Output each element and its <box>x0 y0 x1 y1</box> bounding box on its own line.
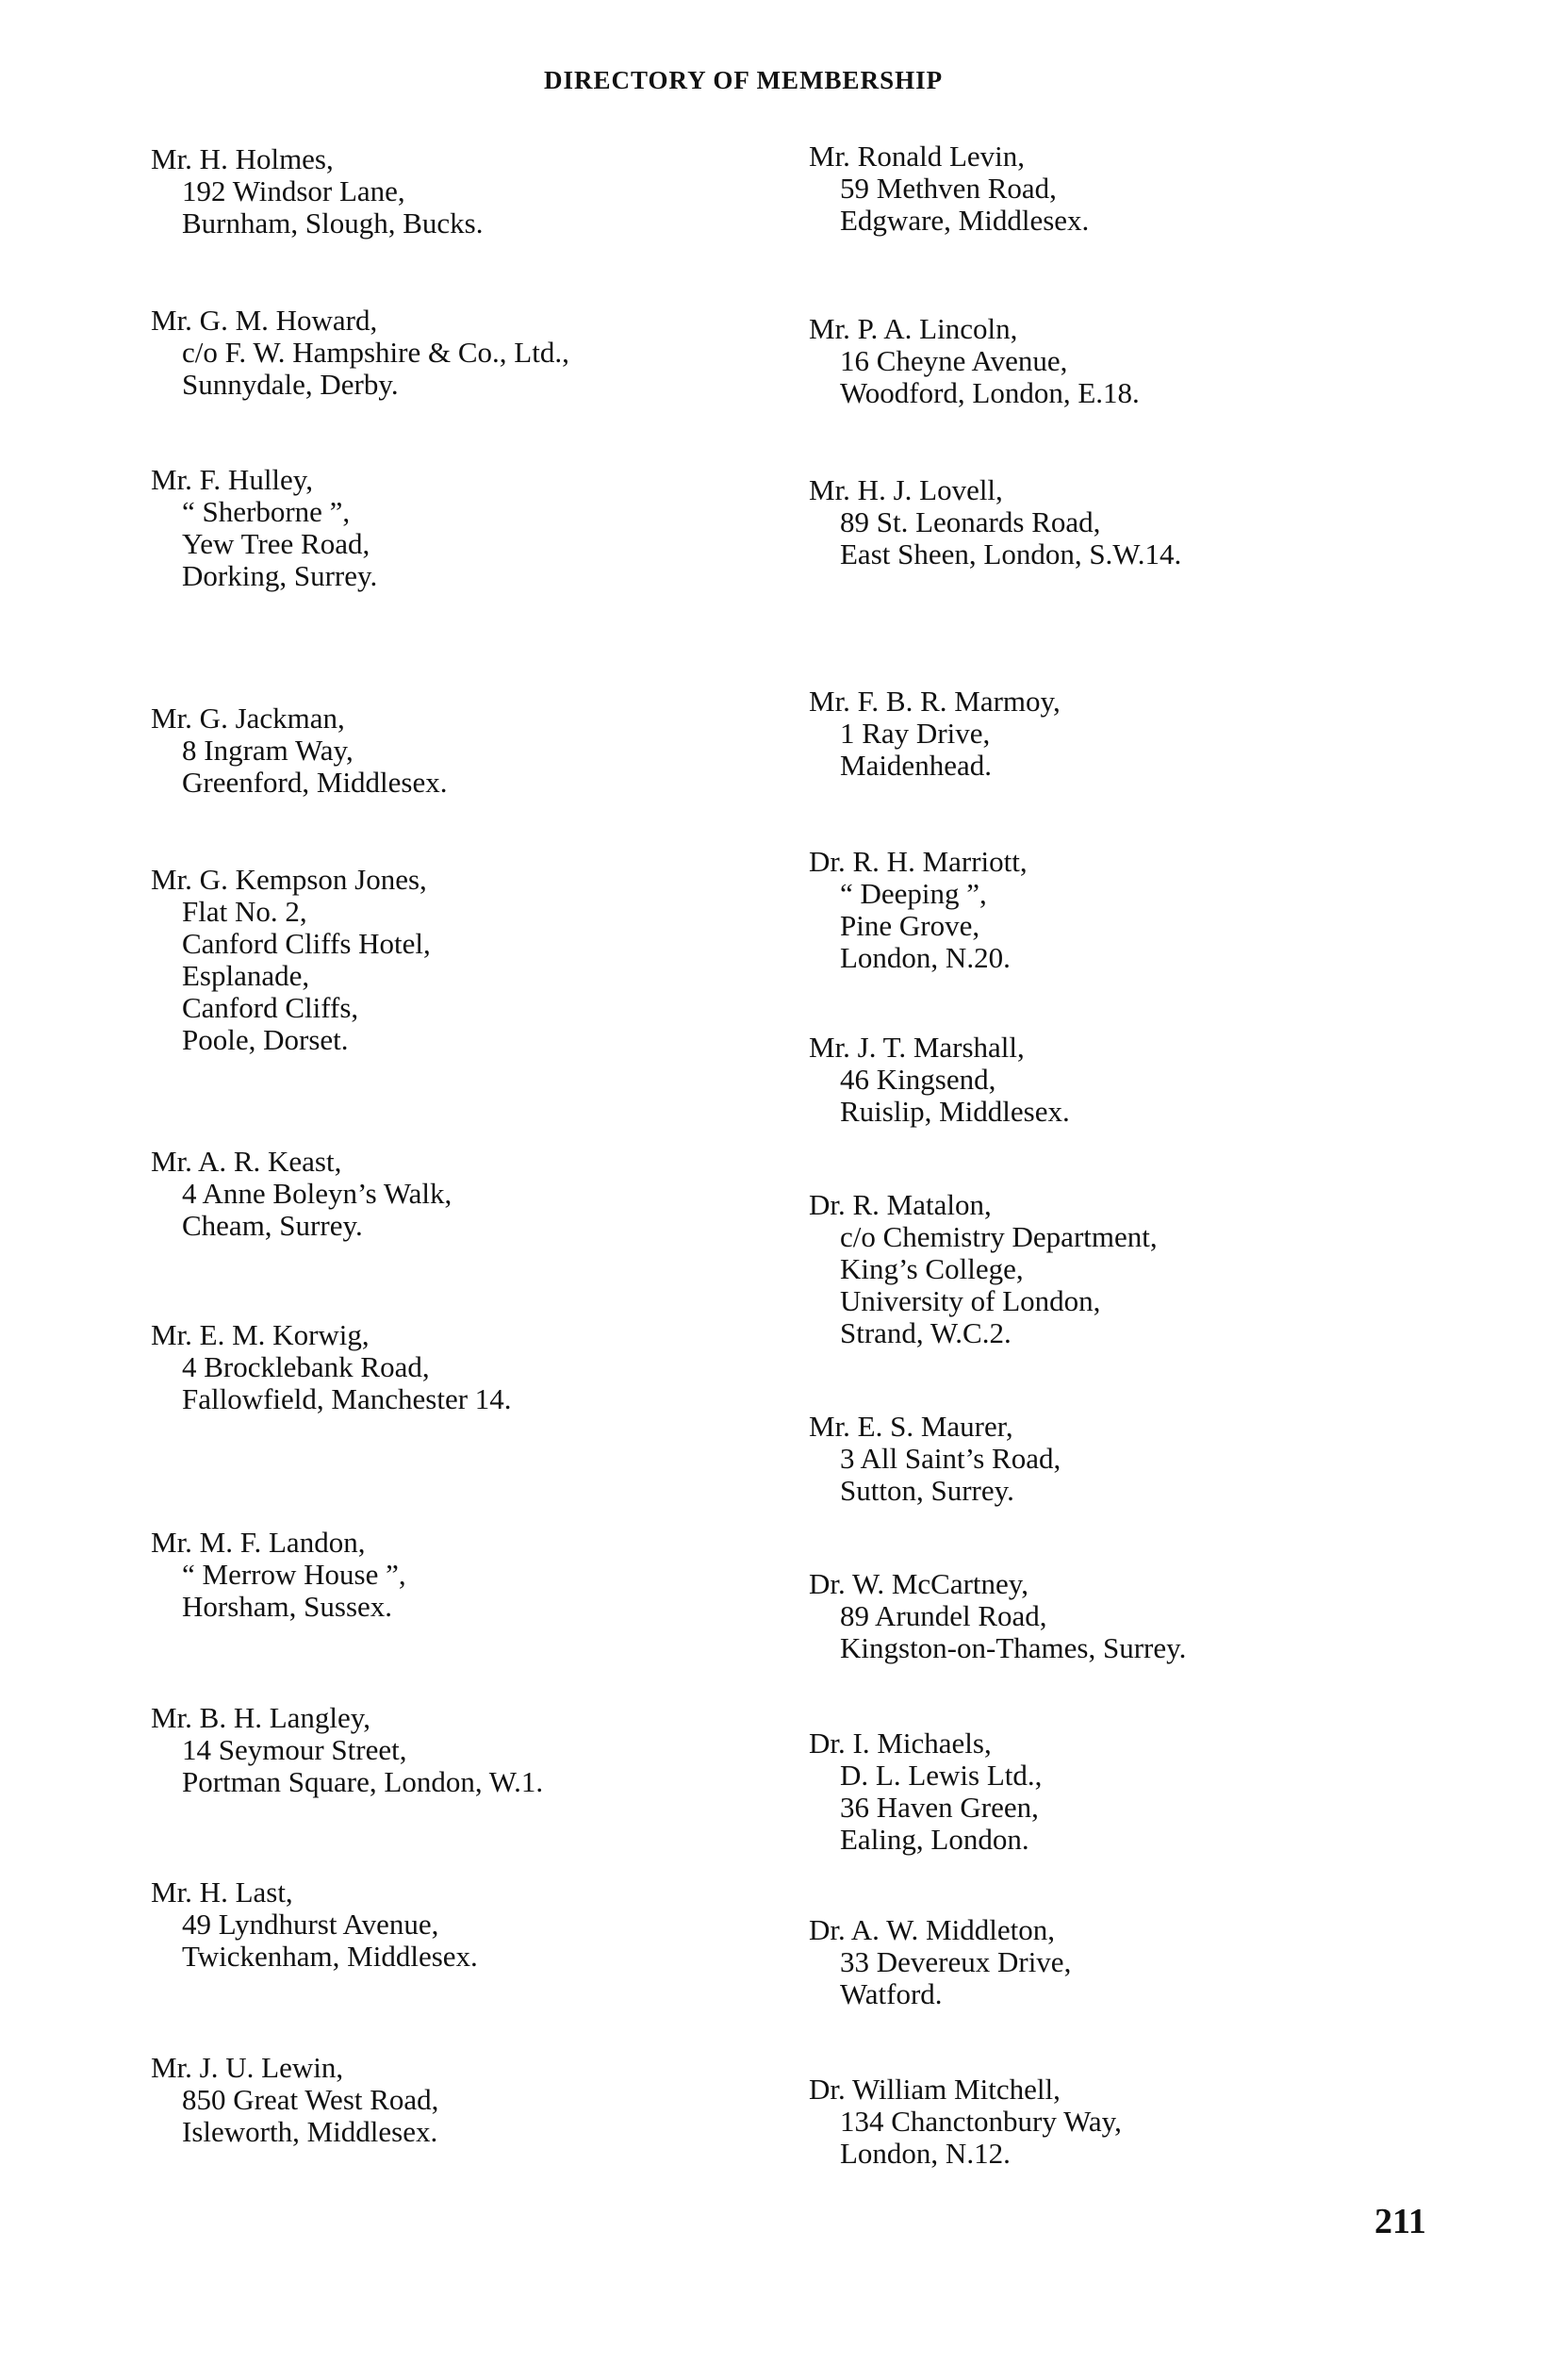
address-line: 49 Lyndhurst Avenue, <box>182 1908 439 1941</box>
member-name: Mr. G. Jackman, <box>151 702 345 735</box>
member-entry <box>151 1146 452 1242</box>
page-heading: DIRECTORY OF MEMBERSHIP <box>544 66 944 94</box>
address-line: Sutton, Surrey. <box>840 1474 1014 1507</box>
address-line: Watford. <box>840 1977 943 2010</box>
address-line: 14 Seymour Street, <box>182 1733 407 1766</box>
member-entry <box>809 474 1181 570</box>
address-line: 4 Anne Boleyn’s Walk, <box>182 1177 452 1210</box>
member-entry <box>809 846 1028 974</box>
member-name: Mr. E. S. Maurer, <box>809 1410 1013 1443</box>
address-line: 89 St. Leonards Road, <box>840 505 1101 538</box>
member-name: Mr. F. B. R. Marmoy, <box>809 685 1061 718</box>
address-line: King’s College, <box>840 1252 1024 1285</box>
address-line: Isleworth, Middlesex. <box>182 2115 438 2148</box>
address-line: 36 Haven Green, <box>840 1791 1039 1824</box>
address-line: Esplanade, <box>182 959 310 992</box>
member-entry <box>809 2074 1122 2170</box>
address-line: 1 Ray Drive, <box>840 717 991 750</box>
address-line: 59 Methven Road, <box>840 172 1057 205</box>
member-entry <box>809 313 1140 409</box>
address-line: Burnham, Slough, Bucks. <box>182 207 484 240</box>
address-line: Horsham, Sussex. <box>182 1590 393 1623</box>
page-number: 211 <box>1374 2202 1426 2241</box>
member-name: Dr. R. Matalon, <box>809 1188 992 1221</box>
address-line: c/o F. W. Hampshire & Co., Ltd., <box>182 336 569 369</box>
address-line: Canford Cliffs, <box>182 991 359 1024</box>
address-line: Ruislip, Middlesex. <box>840 1095 1070 1128</box>
address-line: “ Sherborne ”, <box>182 495 351 528</box>
member-entry <box>151 1319 512 1415</box>
member-name: Mr. J. T. Marshall, <box>809 1031 1025 1064</box>
member-name: Mr. G. M. Howard, <box>151 304 378 337</box>
address-line: Maidenhead. <box>840 749 992 782</box>
address-line: 192 Windsor Lane, <box>182 174 405 207</box>
member-name: Mr. Ronald Levin, <box>809 140 1026 173</box>
member-entry <box>151 702 448 799</box>
address-line: 89 Arundel Road, <box>840 1599 1047 1632</box>
member-entry <box>151 2052 438 2148</box>
address-line: 46 Kingsend, <box>840 1063 996 1096</box>
address-line: D. L. Lewis Ltd., <box>840 1759 1043 1792</box>
address-line: Greenford, Middlesex. <box>182 766 448 799</box>
member-entry <box>151 305 569 401</box>
member-entry <box>809 1568 1186 1664</box>
address-line: Strand, W.C.2. <box>840 1316 1012 1349</box>
member-entry <box>809 1032 1070 1128</box>
member-name: Mr. A. R. Keast, <box>151 1145 342 1178</box>
member-entry <box>809 1727 1042 1856</box>
member-name: Mr. E. M. Korwig, <box>151 1318 370 1351</box>
member-name: Mr. J. U. Lewin, <box>151 2051 344 2084</box>
member-entry <box>809 140 1089 237</box>
address-line: “ Merrow House ”, <box>182 1558 406 1591</box>
address-line: 33 Devereux Drive, <box>840 1945 1072 1978</box>
address-line: 16 Cheyne Avenue, <box>840 344 1068 377</box>
member-entry <box>809 1914 1071 2010</box>
address-line: 850 Great West Road, <box>182 2083 439 2116</box>
address-line: 8 Ingram Way, <box>182 734 354 767</box>
address-line: 134 Chanctonbury Way, <box>840 2105 1122 2138</box>
member-entry <box>809 1189 1158 1349</box>
member-name: Dr. William Mitchell, <box>809 2073 1061 2106</box>
member-name: Dr. R. H. Marriott, <box>809 845 1028 878</box>
address-line: London, N.12. <box>840 2137 1011 2170</box>
address-line: c/o Chemistry Department, <box>840 1220 1158 1253</box>
address-line: Flat No. 2, <box>182 895 307 928</box>
member-name: Mr. H. Last, <box>151 1876 293 1909</box>
member-name: Mr. H. J. Lovell, <box>809 473 1003 506</box>
address-line: Dorking, Surrey. <box>182 559 378 592</box>
address-line: London, N.20. <box>840 941 1011 974</box>
address-line: Portman Square, London, W.1. <box>182 1765 544 1798</box>
member-name: Dr. A. W. Middleton, <box>809 1913 1055 1946</box>
member-entry <box>151 1527 406 1623</box>
address-line: Twickenham, Middlesex. <box>182 1940 478 1973</box>
address-line: Canford Cliffs Hotel, <box>182 927 431 960</box>
member-entry <box>151 464 377 592</box>
address-line: Yew Tree Road, <box>182 527 370 560</box>
address-line: University of London, <box>840 1284 1101 1317</box>
address-line: Fallowfield, Manchester 14. <box>182 1382 512 1415</box>
address-line: Edgware, Middlesex. <box>840 204 1090 237</box>
address-line: Ealing, London. <box>840 1823 1029 1856</box>
member-entry <box>809 1411 1061 1507</box>
member-entry <box>151 1876 478 1973</box>
address-line: 3 All Saint’s Road, <box>840 1442 1061 1475</box>
member-name: Dr. I. Michaels, <box>809 1727 992 1760</box>
address-line: Cheam, Surrey. <box>182 1209 363 1242</box>
member-entry <box>809 686 1061 782</box>
member-name: Mr. G. Kempson Jones, <box>151 863 427 896</box>
member-name: Dr. W. McCartney, <box>809 1567 1029 1600</box>
member-name: Mr. B. H. Langley, <box>151 1701 371 1734</box>
address-line: East Sheen, London, S.W.14. <box>840 537 1182 570</box>
member-entry <box>151 143 483 240</box>
member-name: Mr. P. A. Lincoln, <box>809 312 1018 345</box>
address-line: Woodford, London, E.18. <box>840 376 1140 409</box>
address-line: Pine Grove, <box>840 909 980 942</box>
address-line: Poole, Dorset. <box>182 1023 349 1056</box>
address-line: “ Deeping ”, <box>840 877 987 910</box>
address-line: Kingston-on-Thames, Surrey. <box>840 1631 1187 1664</box>
member-name: Mr. M. F. Landon, <box>151 1526 366 1559</box>
member-name: Mr. H. Holmes, <box>151 142 334 175</box>
member-entry <box>151 864 431 1056</box>
address-line: Sunnydale, Derby. <box>182 368 399 401</box>
member-name: Mr. F. Hulley, <box>151 463 314 496</box>
address-line: 4 Brocklebank Road, <box>182 1350 430 1383</box>
member-entry <box>151 1702 543 1798</box>
